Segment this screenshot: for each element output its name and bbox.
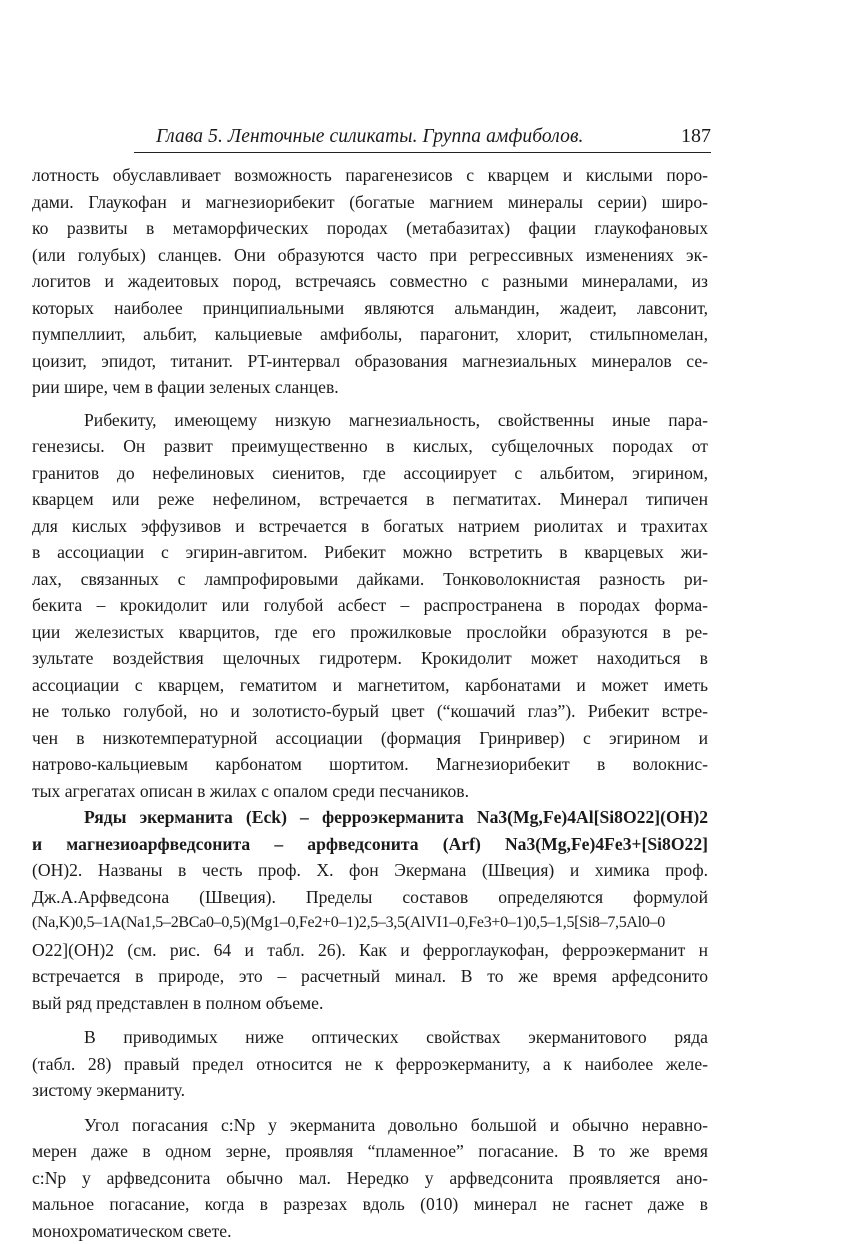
text-line: в ассоциации с эгирин-авгитом. Рибекит можно встретить в кварцевых жи-: [32, 539, 708, 566]
paragraph: [32, 1024, 708, 1104]
text-line: бекита – крокидолит или голубой асбест – распространена в породах форма-: [32, 592, 708, 619]
text-line: тых агрегатах описан в жилах с опалом среди песчаников.: [32, 778, 708, 805]
text-line: и магнезиоарфведсонита – арфведсонита (Arf) Na3(Mg,Fe)4Fe3+[Si8O22]: [32, 831, 708, 858]
text-line: Ряды экерманита (Eck) – ферроэкерманита Na3(Mg,Fe)4Al[Si8O22](OH)2: [32, 804, 708, 831]
text-line: логитов и жадеитовых пород, встречаясь совместно с разными минералами, из: [32, 268, 708, 295]
text-line: (или голубых) сланцев. Они образуются часто при регрессивных изменениях эк-: [32, 242, 708, 269]
text-line: Рибекиту, имеющему низкую магнезиальность, свойственны иные пара-: [32, 407, 708, 434]
text-line: зультате воздействия щелочных гидротерм. Крокидолит может находиться в: [32, 645, 708, 672]
paragraph: [32, 407, 708, 805]
text-line: встречается в природе, это – расчетный минал. В то же время арфедсонито: [32, 963, 708, 990]
page-number: 187: [681, 125, 711, 148]
text-line: (Na,K)0,5–1A(Na1,5–2BCa0–0,5)(Mg1–0,Fe2+0–1)2,5–3,5(AlVI1–0,Fe3+0–1)0,5–1,5[Si8–7,5Al0–0: [32, 910, 708, 937]
text-line: ассоциации с кварцем, гематитом и магнетитом, карбонатами и может иметь: [32, 672, 708, 699]
text-line: рии шире, чем в фации зеленых сланцев.: [32, 374, 708, 401]
text-line: генезисы. Он развит преимущественно в кислых, субщелочных породах от: [32, 433, 708, 460]
body-text: [32, 162, 708, 1244]
text-line: натрово-кальциевым карбонатом шортитом. Магнезиорибекит в волокнис-: [32, 751, 708, 778]
text-line: ко развиты в метаморфических породах (метабазитах) фации глаукофановых: [32, 215, 708, 242]
text-line: мерен даже в одном зерне, проявляя “пламенное” погасание. В то же время: [32, 1138, 708, 1165]
paragraph: [32, 804, 708, 1016]
running-title: Глава 5. Ленточные силикаты. Группа амфиболов.: [156, 126, 584, 148]
text-line: дами. Глаукофан и магнезиорибекит (богатые магнием минералы серии) широ-: [32, 189, 708, 216]
text-line: гранитов до нефелиновых сиенитов, где ассоциирует с альбитом, эгирином,: [32, 460, 708, 487]
text-line: мальное погасание, когда в разрезах вдоль (010) минерал не гаснет даже в: [32, 1191, 708, 1218]
text-line: цоизит, эпидот, титанит. PT-интервал образования магнезиальных минералов се-: [32, 348, 708, 375]
text-line: кварцем или реже нефелином, встречается в пегматитах. Минерал типичен: [32, 486, 708, 513]
text-line: которых наиболее принципиальными являются альмандин, жадеит, лавсонит,: [32, 295, 708, 322]
text-line: (табл. 28) правый предел относится не к ферроэкерманиту, а к наиболее желе-: [32, 1051, 708, 1078]
text-line: ции железистых кварцитов, где его прожилковые прослойки образуются в ре-: [32, 619, 708, 646]
text-line: зистому экерманиту.: [32, 1077, 708, 1104]
text-line: Дж.А.Арфведсона (Швеция). Пределы составов определяются формулой: [32, 884, 708, 911]
text-line: В приводимых ниже оптических свойствах экерманитового ряда: [32, 1024, 708, 1051]
text-line: пумпеллиит, альбит, кальциевые амфиболы, парагонит, хлорит, стильпномелан,: [32, 321, 708, 348]
running-head: [134, 122, 711, 153]
text-line: вый ряд представлен в полном объеме.: [32, 990, 708, 1017]
text-line: не только голубой, но и золотисто-бурый цвет (“кошачий глаз”). Рибекит встре-: [32, 698, 708, 725]
text-line: c:Np у арфведсонита обычно мал. Нередко у арфведсонита проявляется ано-: [32, 1165, 708, 1192]
text-line: для кислых эффузивов и встречается в богатых натрием риолитах и трахитах: [32, 513, 708, 540]
text-line: Угол погасания c:Np у экерманита довольно большой и обычно неравно-: [32, 1112, 708, 1139]
text-line: O22](OH)2 (см. рис. 64 и табл. 26). Как и ферроглаукофан, ферроэкерманит н: [32, 937, 708, 964]
text-line: лах, связанных с лампрофировыми дайками. Тонковолокнистая разность ри-: [32, 566, 708, 593]
text-line: (OH)2. Названы в честь проф. Х. фон Экермана (Швеция) и химика проф.: [32, 857, 708, 884]
text-line: лотность обуславливает возможность парагенезисов с кварцем и кислыми поро-: [32, 162, 708, 189]
paragraph: [32, 162, 708, 401]
paragraph: [32, 1112, 708, 1244]
text-line: монохроматическом свете.: [32, 1218, 708, 1244]
text-line: чен в низкотемпературной ассоциации (формация Гринривер) с эгирином и: [32, 725, 708, 752]
